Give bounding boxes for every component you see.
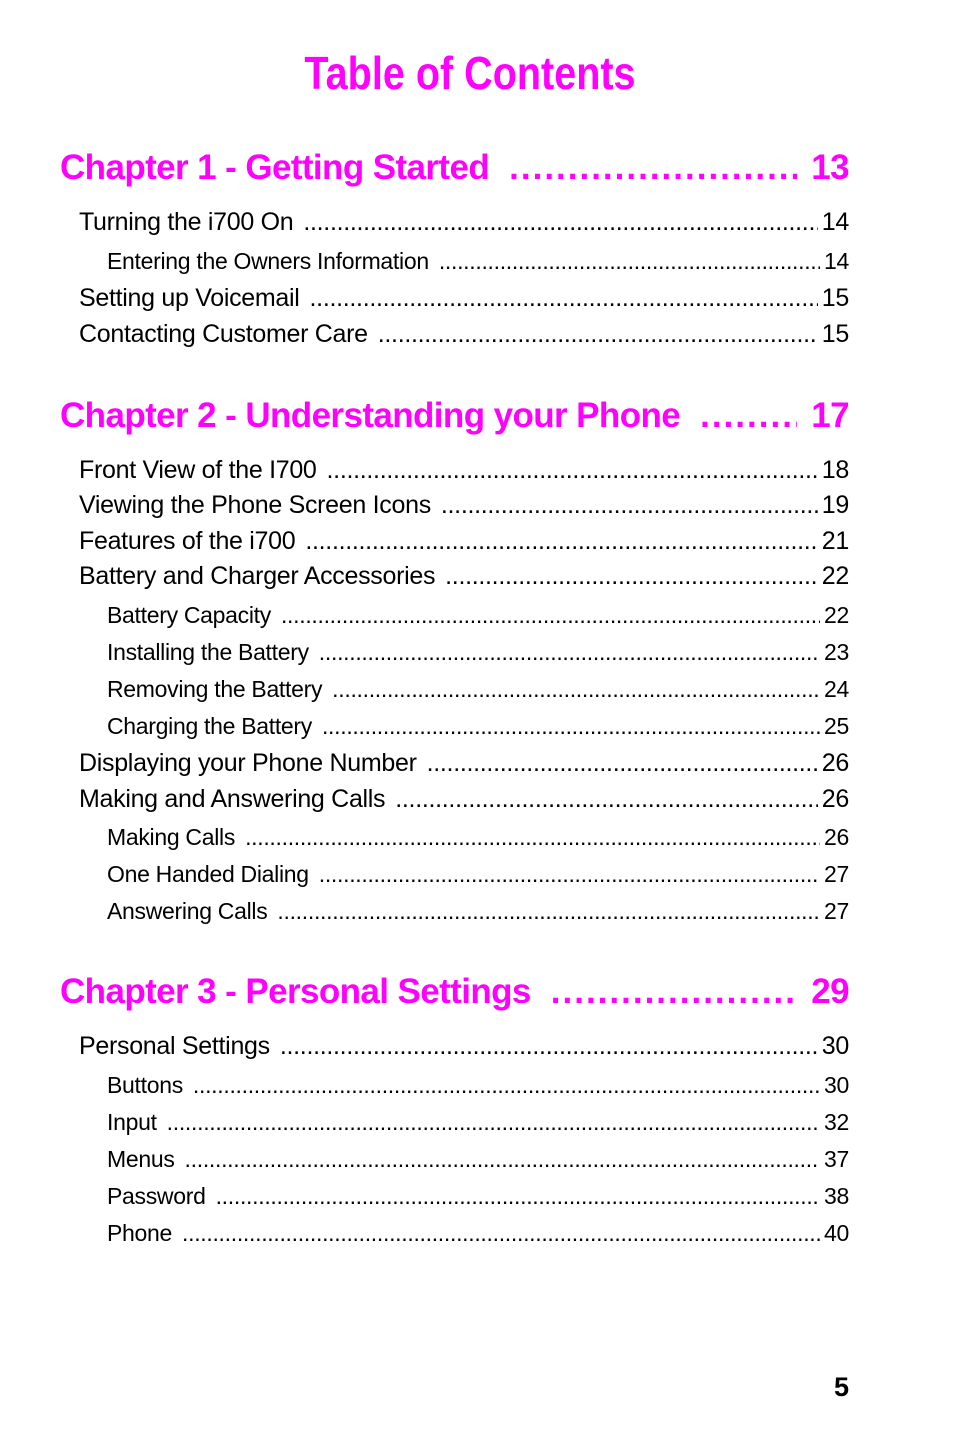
toc-subentry[interactable] <box>107 824 849 851</box>
dot-leader <box>509 148 797 188</box>
entry-page: 27 <box>824 861 849 887</box>
entry-label: Setting up Voicemail <box>79 284 300 312</box>
dot-leader <box>193 1072 820 1099</box>
entry-page: 27 <box>824 898 849 924</box>
entry-page: 26 <box>821 749 849 777</box>
toc-chapter-3[interactable] <box>60 972 849 1012</box>
toc-chapter-1[interactable] <box>60 148 849 188</box>
entry-page: 21 <box>821 527 849 555</box>
dot-leader <box>378 320 818 349</box>
chapter-page: 13 <box>811 148 849 187</box>
toc-entry[interactable] <box>79 208 849 237</box>
entry-label: Contacting Customer Care <box>79 320 368 348</box>
toc-entry[interactable] <box>79 527 849 556</box>
dot-leader <box>332 676 820 703</box>
entry-page: 26 <box>824 824 849 850</box>
chapter-label: Chapter 2 - Understanding your Phone <box>60 396 681 435</box>
entry-label: Features of the i700 <box>79 527 296 555</box>
entry-label: Front View of the I700 <box>79 456 317 484</box>
entry-page: 30 <box>821 1032 849 1060</box>
toc-entry[interactable] <box>79 320 849 349</box>
dot-leader <box>185 1146 820 1173</box>
dot-leader <box>245 824 820 851</box>
entry-page: 24 <box>824 676 849 702</box>
dot-leader <box>303 208 817 237</box>
entry-label: Entering the Owners Information <box>107 248 429 274</box>
dot-leader <box>305 527 817 556</box>
toc-chapter-2[interactable] <box>60 396 849 436</box>
entry-label: Installing the Battery <box>107 639 309 665</box>
entry-page: 19 <box>821 491 849 519</box>
dot-leader <box>551 972 797 1012</box>
entry-page: 22 <box>824 602 849 628</box>
toc-subentry[interactable] <box>107 898 849 925</box>
toc-subentry[interactable] <box>107 1146 849 1173</box>
entry-page: 14 <box>824 248 849 274</box>
dot-leader <box>319 639 820 666</box>
dot-leader <box>445 562 818 591</box>
entry-label: Input <box>107 1109 157 1135</box>
toc-entry[interactable] <box>79 562 849 591</box>
entry-label: One Handed Dialing <box>107 861 309 887</box>
entry-label: Turning the i700 On <box>79 208 294 236</box>
entry-page: 18 <box>821 456 849 484</box>
dot-leader <box>280 1032 818 1061</box>
toc-subentry[interactable] <box>107 1072 849 1099</box>
entry-label: Personal Settings <box>79 1032 270 1060</box>
toc-entry[interactable] <box>79 785 849 814</box>
chapter-page: 29 <box>811 972 849 1011</box>
dot-leader <box>182 1220 820 1247</box>
entry-page: 15 <box>821 320 849 348</box>
dot-leader <box>167 1109 820 1136</box>
entry-page: 15 <box>821 284 849 312</box>
entry-label: Making and Answering Calls <box>79 785 386 813</box>
entry-label: Removing the Battery <box>107 676 323 702</box>
chapter-page: 17 <box>811 396 849 435</box>
chapter-label: Chapter 1 - Getting Started <box>60 148 490 187</box>
entry-label: Battery and Charger Accessories <box>79 562 436 590</box>
entry-label: Battery Capacity <box>107 602 271 628</box>
dot-leader <box>319 861 820 888</box>
entry-page: 22 <box>821 562 849 590</box>
toc-subentry[interactable] <box>107 639 849 666</box>
toc-subentry[interactable] <box>107 602 849 629</box>
chapter-label: Chapter 3 - Personal Settings <box>60 972 531 1011</box>
entry-page: 30 <box>824 1072 849 1098</box>
page-number: 5 <box>833 1372 849 1402</box>
toc-subentry[interactable] <box>107 248 849 275</box>
entry-page: 32 <box>824 1109 849 1135</box>
entry-page: 14 <box>821 208 849 236</box>
toc-subentry[interactable] <box>107 1220 849 1247</box>
entry-label: Making Calls <box>107 824 236 850</box>
toc-entry[interactable] <box>79 749 849 778</box>
toc-entry[interactable] <box>79 1032 849 1061</box>
dot-leader <box>277 898 820 925</box>
dot-leader <box>216 1183 820 1210</box>
entry-page: 25 <box>824 713 849 739</box>
dot-leader <box>700 396 797 436</box>
dot-leader <box>310 284 818 313</box>
dot-leader <box>395 785 818 814</box>
toc-entry[interactable] <box>79 456 849 485</box>
toc-subentry[interactable] <box>107 861 849 888</box>
toc-subentry[interactable] <box>107 713 849 740</box>
dot-leader <box>322 713 820 740</box>
dot-leader <box>281 602 820 629</box>
entry-page: 23 <box>824 639 849 665</box>
entry-label: Phone <box>107 1220 173 1246</box>
entry-label: Buttons <box>107 1072 183 1098</box>
toc-entry[interactable] <box>79 491 849 520</box>
toc-subentry[interactable] <box>107 1109 849 1136</box>
dot-leader <box>427 749 818 778</box>
entry-page: 26 <box>821 785 849 813</box>
dot-leader <box>327 456 818 485</box>
entry-page: 37 <box>824 1146 849 1172</box>
entry-label: Charging the Battery <box>107 713 312 739</box>
entry-label: Password <box>107 1183 206 1209</box>
dot-leader <box>439 248 820 275</box>
entry-label: Viewing the Phone Screen Icons <box>79 491 431 519</box>
dot-leader <box>441 491 818 520</box>
toc-subentry[interactable] <box>107 676 849 703</box>
entry-page: 38 <box>824 1183 849 1209</box>
toc-subentry[interactable] <box>107 1183 849 1210</box>
entry-page: 40 <box>824 1220 849 1246</box>
entry-label: Displaying your Phone Number <box>79 749 417 777</box>
entry-label: Menus <box>107 1146 175 1172</box>
page-title: Table of Contents <box>304 47 636 99</box>
entry-label: Answering Calls <box>107 898 268 924</box>
toc-entry[interactable] <box>79 284 849 313</box>
